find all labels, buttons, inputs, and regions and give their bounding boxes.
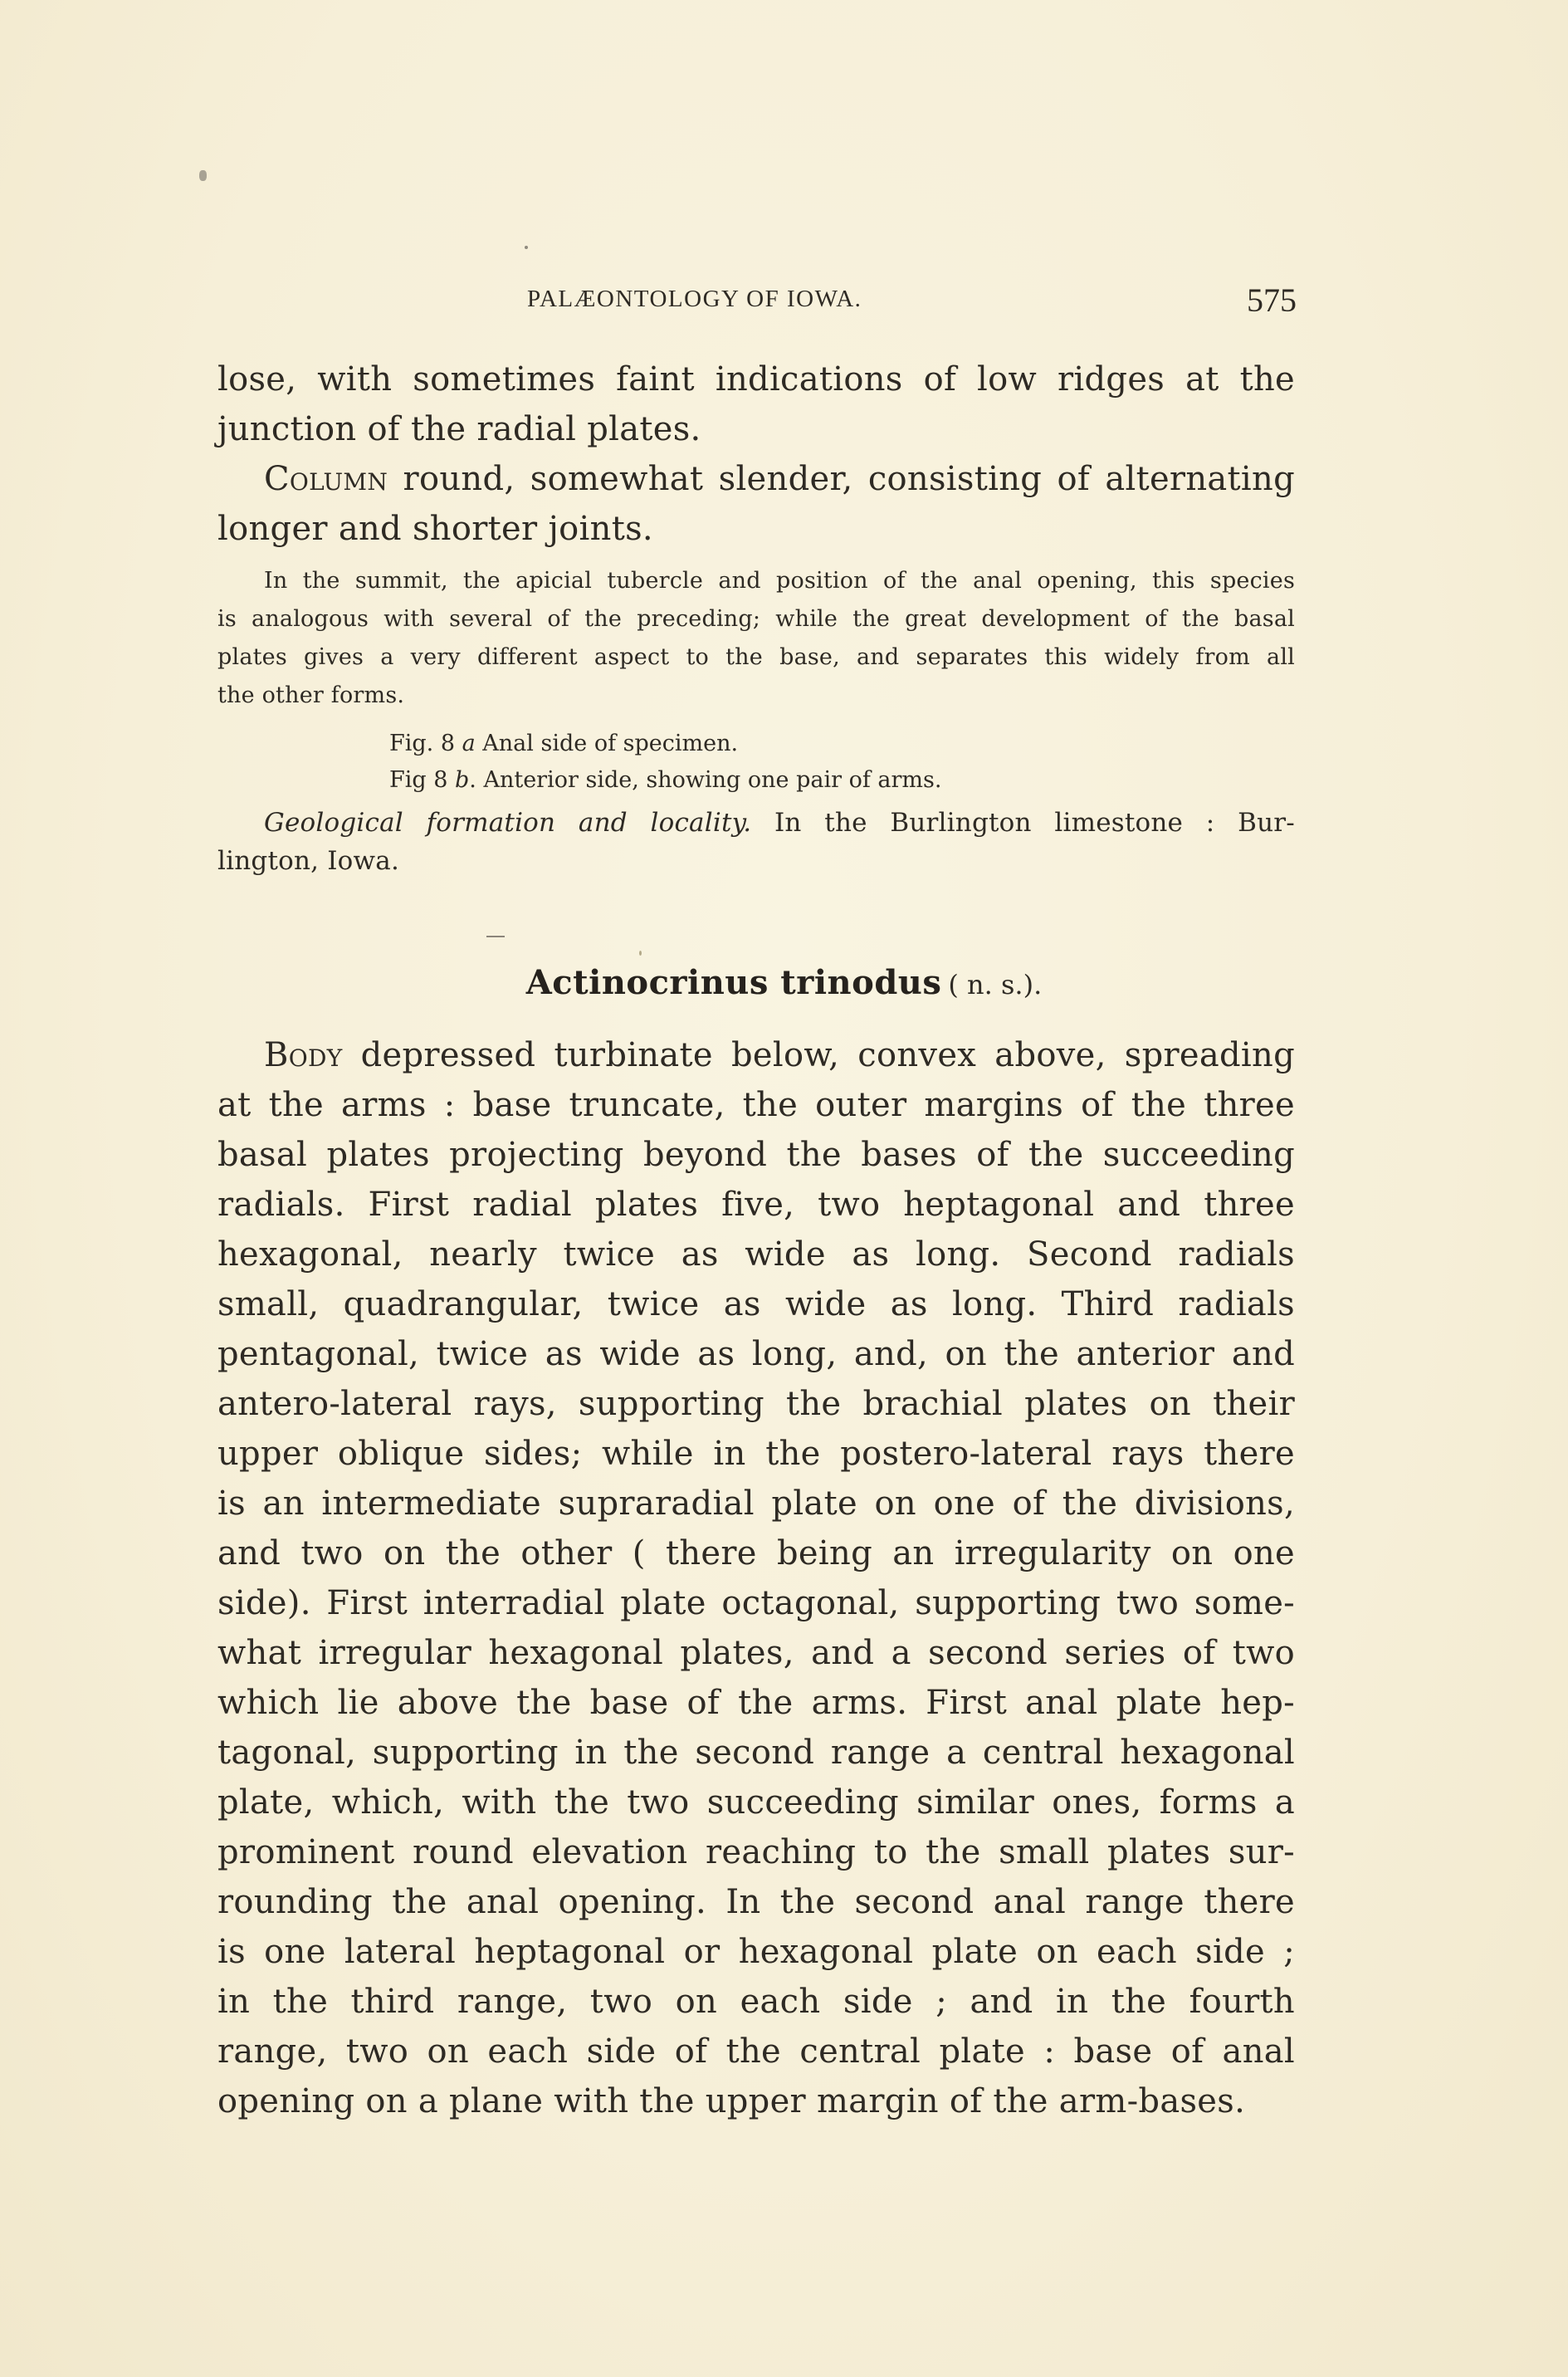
- text-line: upper oblique sides; while in the postero-lateral rays there: [217, 1435, 1295, 1473]
- text-line: small, quadrangular, twice as wide as long. Third radials: [217, 1285, 1295, 1323]
- text-line: tagonal, supporting in the second range a central hexagonal: [217, 1734, 1295, 1772]
- text-line: is analogous with several of the preceding; while the great development of the basal: [217, 606, 1295, 632]
- text-line: Column round, somewhat slender, consisting of alternating: [264, 460, 1295, 498]
- text-line: hexagonal, nearly twice as wide as long. Second radials: [217, 1235, 1295, 1274]
- text-line: rounding the anal opening. In the second anal range there: [217, 1883, 1295, 1921]
- lead-word: Column: [264, 460, 388, 498]
- text-line: antero-lateral rays, supporting the brachial plates on their: [217, 1385, 1295, 1423]
- remarks-paragraph: [217, 562, 1295, 715]
- text-line: basal plates projecting beyond the bases of the succeeding: [217, 1136, 1295, 1174]
- text-line: In the summit, the apicial tubercle and position of the anal opening, this species: [264, 568, 1295, 594]
- text-line: Geological formation and locality. In the Burlington limestone : Bur-: [264, 808, 1295, 838]
- ink-speck: [525, 246, 528, 249]
- ink-speck: [639, 951, 642, 956]
- text-line: what irregular hexagonal plates, and a second series of two: [217, 1634, 1295, 1672]
- page-number: 575: [1247, 281, 1297, 319]
- text-line: Body depressed turbinate below, convex above, spreading: [264, 1036, 1295, 1074]
- text-line: plates gives a very different aspect to the base, and separates this widely from all: [217, 644, 1295, 670]
- species-heading: [0, 963, 1568, 1002]
- ink-speck: [199, 170, 207, 181]
- column-paragraph: [217, 454, 1295, 554]
- lead-word: Body: [264, 1036, 343, 1074]
- species-name: Actinocrinus trinodus: [525, 963, 942, 1002]
- text-line: side). First interradial plate octagonal, supporting two some-: [217, 1584, 1295, 1622]
- text-line: longer and shorter joints.: [217, 510, 653, 548]
- text-line: plate, which, with the two succeeding similar ones, forms a: [217, 1783, 1295, 1822]
- text-line: which lie above the base of the arms. First anal plate hep-: [217, 1684, 1295, 1722]
- text-line: at the arms : base truncate, the outer margins of the three: [217, 1086, 1295, 1124]
- figure-caption-8b: Fig 8 b. Anterior side, showing one pair of arms.: [389, 767, 942, 793]
- text-line: junction of the radial plates.: [217, 410, 701, 448]
- text-line: the other forms.: [217, 682, 405, 708]
- continuation-paragraph: [217, 355, 1295, 454]
- running-title: PALÆONTOLOGY OF IOWA.: [527, 286, 862, 312]
- text-line: and two on the other ( there being an irregularity on one: [217, 1534, 1295, 1572]
- running-header: [217, 281, 1297, 322]
- body-description-paragraph: [217, 1030, 1295, 2126]
- text-line: range, two on each side of the central plate : base of anal: [217, 2032, 1295, 2071]
- text-line: is one lateral heptagonal or hexagonal plate on each side ;: [217, 1933, 1295, 1971]
- text-line: lington, Iowa.: [217, 846, 400, 876]
- text-line: in the third range, two on each side ; and in the fourth: [217, 1983, 1295, 2021]
- text-line: radials. First radial plates five, two heptagonal and three: [217, 1186, 1295, 1224]
- locality-paragraph: [217, 804, 1295, 880]
- figure-caption-8a: Fig. 8 a Anal side of specimen.: [389, 731, 739, 756]
- stray-dash-mark: [486, 936, 505, 937]
- locality-label: Geological formation and locality.: [264, 808, 752, 838]
- text-line: prominent round elevation reaching to the small plates sur-: [217, 1833, 1295, 1871]
- text-line: opening on a plane with the upper margin of the arm-bases.: [217, 2082, 1246, 2120]
- text-line: is an intermediate supraradial plate on one of the divisions,: [217, 1484, 1295, 1523]
- species-note: ( n. s.).: [948, 969, 1043, 1000]
- text-line: pentagonal, twice as wide as long, and, on the anterior and: [217, 1335, 1295, 1373]
- text-line: lose, with sometimes faint indications of low ridges at the: [217, 360, 1295, 399]
